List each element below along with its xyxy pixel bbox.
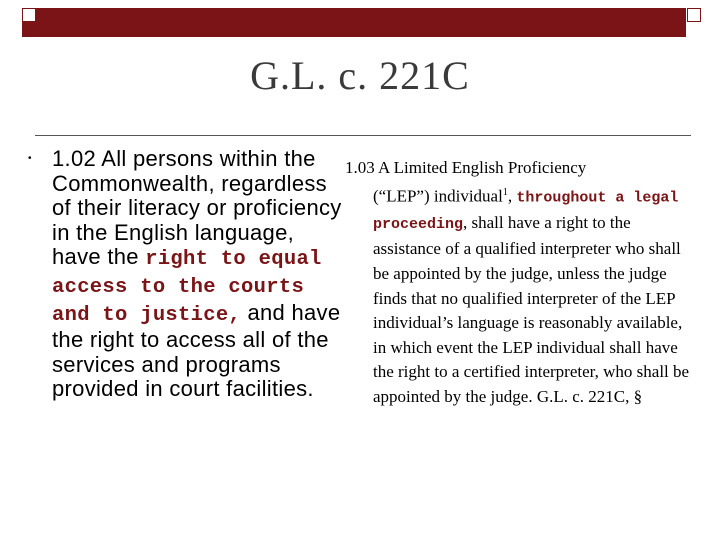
slide-title: G.L. c. 221C [250, 53, 470, 98]
right-paragraph [373, 181, 690, 410]
footnote-marker: 1 [502, 186, 508, 198]
left-text-before: 1.02 All persons within the Commonwealth, regardless of their literacy or proficiency in the English language, have the [52, 146, 342, 270]
right-text-after: , shall have a right to the assistance of a qualified interpreter who shall be appointed by the judge, unless the judge finds that no qualified interpreter of the LEP individual’s language is reasonably available, in which event the LEP individual shall have the right to a certified interpreter, who shall be appointed by the judge. G.L. c. 221C, § [373, 212, 690, 406]
title-divider [35, 135, 691, 136]
bullet-icon: • [28, 153, 32, 164]
top-left-square [22, 8, 36, 22]
left-text-after: and have the right to access all of the services and programs provided in court facilities. [52, 299, 341, 402]
right-highlight: throughout a legal proceeding [373, 189, 679, 233]
left-column [28, 147, 348, 402]
left-highlight: right to equal access to the courts and to justice, [52, 248, 322, 327]
top-decorative-bar [22, 8, 686, 37]
right-column [345, 156, 690, 410]
right-comma: , [507, 186, 517, 206]
right-first-line: 1.03 A Limited English Proficiency [345, 158, 587, 177]
right-text-before: (“LEP”) individual [373, 186, 503, 206]
left-paragraph [52, 147, 348, 402]
top-right-square [687, 8, 701, 22]
